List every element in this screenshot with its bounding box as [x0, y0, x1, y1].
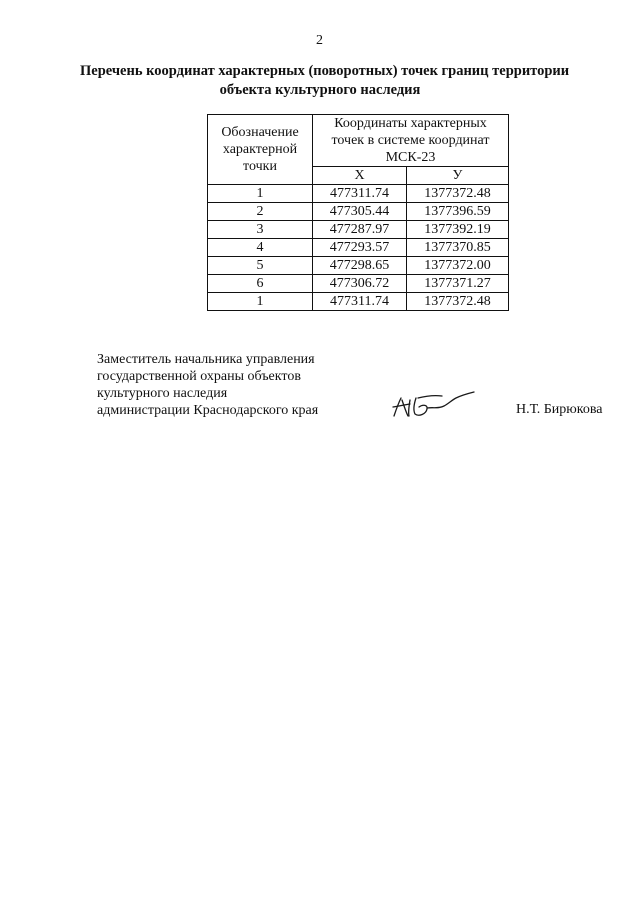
cell-point: 5 [208, 257, 313, 275]
header-coordinates [313, 115, 509, 167]
table-row [208, 293, 509, 311]
signer-position-line: администрации Краснодарского края [97, 403, 319, 418]
header-y: У [407, 167, 509, 185]
signer-position [97, 351, 318, 419]
header-point-designation [208, 115, 313, 185]
cell-y: 1377372.48 [407, 185, 509, 203]
signer-name: Н.Т. Бирюкова [516, 402, 603, 417]
cell-y: 1377392.19 [407, 221, 509, 239]
table-row [208, 275, 509, 293]
cell-point: 3 [208, 221, 313, 239]
cell-point: 4 [208, 239, 313, 257]
header-coords-line: МСК-23 [385, 150, 436, 165]
cell-y: 1377372.00 [407, 257, 509, 275]
page-number: 2 [316, 33, 323, 48]
document-title [80, 62, 570, 100]
cell-point: 2 [208, 203, 313, 221]
cell-y: 1377396.59 [407, 203, 509, 221]
table-row [208, 257, 509, 275]
handwritten-signature [390, 386, 476, 422]
cell-x: 477311.74 [313, 293, 407, 311]
cell-y: 1377372.48 [407, 293, 509, 311]
cell-x: 477287.97 [313, 221, 407, 239]
signer-position-line: государственной охраны объектов [97, 369, 301, 384]
cell-point: 1 [208, 293, 313, 311]
header-coords-line: Координаты характерных [334, 116, 487, 131]
table-row [208, 185, 509, 203]
signer-position-line: культурного наследия [97, 386, 228, 401]
cell-x: 477298.65 [313, 257, 407, 275]
table-header-row [208, 115, 509, 167]
cell-x: 477305.44 [313, 203, 407, 221]
document-title-line-1: Перечень координат характерных (поворотных) точек границ территории [80, 63, 570, 79]
table-row [208, 203, 509, 221]
cell-x: 477293.57 [313, 239, 407, 257]
header-point-line: характерной [222, 142, 298, 157]
cell-point: 1 [208, 185, 313, 203]
header-point-line: Обозначение [221, 125, 299, 140]
header-x: X [313, 167, 407, 185]
header-point-line: точки [243, 159, 277, 174]
cell-point: 6 [208, 275, 313, 293]
table-row [208, 221, 509, 239]
cell-y: 1377370.85 [407, 239, 509, 257]
signer-position-line: Заместитель начальника управления [97, 352, 315, 367]
cell-x: 477311.74 [313, 185, 407, 203]
table-row [208, 239, 509, 257]
cell-x: 477306.72 [313, 275, 407, 293]
coordinates-table [207, 114, 509, 311]
document-title-line-2: объекта культурного наследия [219, 82, 421, 98]
cell-y: 1377371.27 [407, 275, 509, 293]
header-coords-line: точек в системе координат [331, 133, 490, 148]
